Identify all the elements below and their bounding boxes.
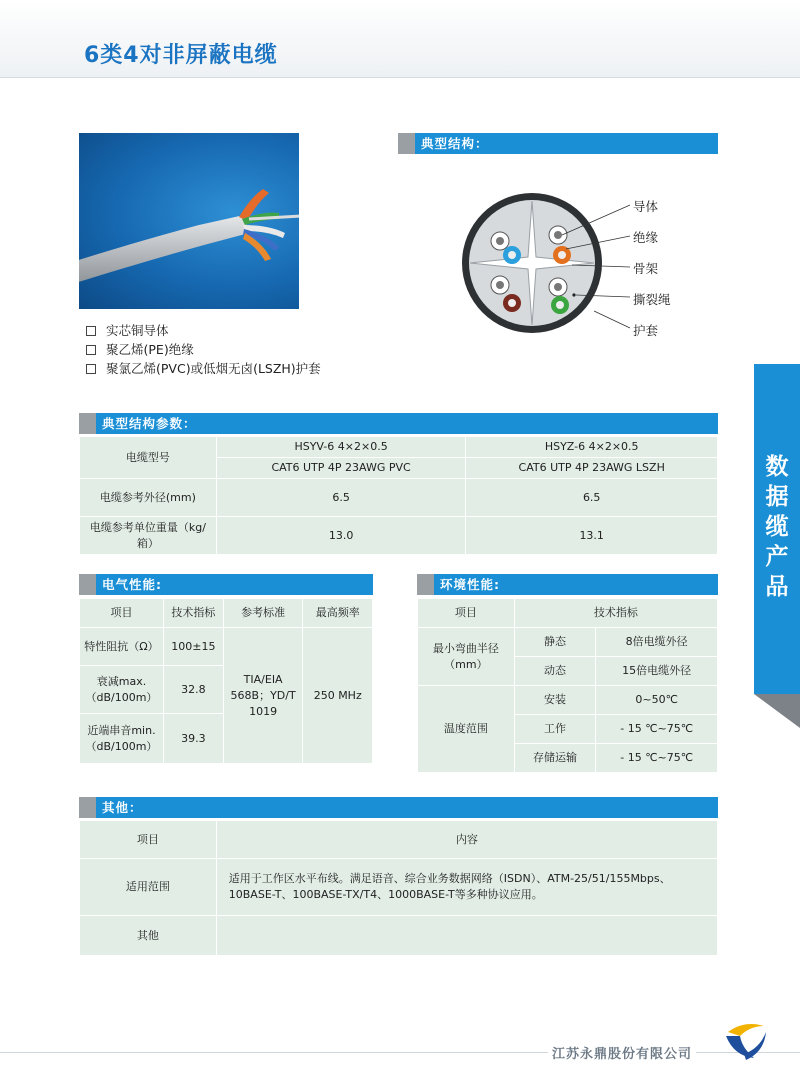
cell: 存储运输: [514, 744, 596, 773]
cell: 温度范围: [418, 686, 515, 773]
cell: 动态: [514, 657, 596, 686]
cross-section-diagram: [462, 183, 712, 343]
environment-heading: 环境性能:: [417, 574, 718, 595]
cell: 工作: [514, 715, 596, 744]
table-header: 项目: [80, 599, 164, 628]
cell: 32.8: [163, 666, 223, 714]
table-header: 项目: [80, 821, 217, 859]
feature-list: [86, 321, 321, 378]
checkbox-icon: [86, 326, 96, 336]
cell: 适用范围: [80, 859, 217, 916]
cell: 近端串音min.（dB/100m）: [80, 714, 164, 764]
table-row: [80, 517, 718, 555]
cell: 15倍电缆外径: [596, 657, 718, 686]
table-row: [80, 821, 718, 859]
company-name: 江苏永鼎股份有限公司: [548, 1043, 696, 1062]
cell: TIA/EIA 568B；YD/T 1019: [223, 628, 303, 764]
label-cross-filler: 骨架: [633, 261, 659, 276]
label-insulation: 绝缘: [633, 230, 659, 245]
cell: 其他: [80, 916, 217, 956]
cell: 最小弯曲半径（mm）: [418, 628, 515, 686]
table-header: 项目: [418, 599, 515, 628]
cell: - 15 ℃~75℃: [596, 744, 718, 773]
table-row: [418, 686, 718, 715]
electrical-heading: 电气性能:: [79, 574, 373, 595]
table-header: 参考标准: [223, 599, 303, 628]
feature-item: 聚氯乙烯(PVC)或低烟无卤(LSZH)护套: [86, 359, 321, 378]
section-marker: [79, 413, 96, 434]
electrical-table: [79, 598, 373, 764]
cell: 100±15: [163, 628, 223, 666]
table-row: [80, 479, 718, 517]
environment-table: [417, 598, 718, 773]
params-heading: 典型结构参数：: [79, 413, 718, 434]
cell: 6.5: [466, 479, 718, 517]
table-header: 技术指标: [163, 599, 223, 628]
checkbox-icon: [86, 345, 96, 355]
cell: 0~50℃: [596, 686, 718, 715]
other-heading: 其他：: [79, 797, 718, 818]
cell: 特性阻抗（Ω）: [80, 628, 164, 666]
feature-item: 聚乙烯(PE)绝缘: [86, 340, 321, 359]
label-jacket: 护套: [633, 323, 659, 338]
cell: 8倍电缆外径: [596, 628, 718, 657]
checkbox-icon: [86, 364, 96, 374]
table-row: [418, 599, 718, 628]
table-header: 内容: [216, 821, 717, 859]
side-tab-text: 数 据 缆 产 品: [765, 454, 789, 600]
cell: 39.3: [163, 714, 223, 764]
cell: 安装: [514, 686, 596, 715]
cell: 6.5: [216, 479, 466, 517]
company-logo-icon: [720, 1018, 772, 1066]
structure-heading: 典型结构：: [398, 133, 718, 154]
cell: - 15 ℃~75℃: [596, 715, 718, 744]
section-marker: [398, 133, 415, 154]
table-row: [80, 628, 373, 666]
cell: [216, 916, 717, 956]
cell: 13.1: [466, 517, 718, 555]
cell: CAT6 UTP 4P 23AWG PVC: [216, 458, 466, 479]
feature-item: 实芯铜导体: [86, 321, 321, 340]
page-title: 6类4对非屏蔽电缆: [84, 43, 278, 68]
section-marker: [79, 574, 96, 595]
table-header: 技术指标: [514, 599, 717, 628]
label-conductor: 导体: [633, 199, 659, 214]
cell: 衰减max.（dB/100m）: [80, 666, 164, 714]
cell: CAT6 UTP 4P 23AWG LSZH: [466, 458, 718, 479]
table-row: [80, 599, 373, 628]
cell: 250 MHz: [303, 628, 373, 764]
section-marker: [79, 797, 96, 818]
table-row: [80, 916, 718, 956]
label-rip-cord: 撕裂绳: [633, 292, 671, 307]
table-row: [418, 628, 718, 657]
cell: 适用于工作区水平布线。满足语音、综合业务数据网络（ISDN）、ATM-25/51/155Mbps、10BASE-T、100BASE-TX/T4、1000BASE-T等多种协议应用。: [216, 859, 717, 916]
cell: 电缆型号: [80, 437, 217, 479]
section-marker: [417, 574, 434, 595]
side-tab-fold: [754, 694, 800, 728]
params-table: [79, 436, 718, 555]
other-table: [79, 820, 718, 956]
table-row: [80, 859, 718, 916]
cable-photo: [79, 133, 299, 309]
cell: 电缆参考外径(mm): [80, 479, 217, 517]
table-header: 最高频率: [303, 599, 373, 628]
cell: HSYV-6 4×2×0.5: [216, 437, 466, 458]
table-row: [80, 437, 718, 458]
cell: 静态: [514, 628, 596, 657]
cell: 电缆参考单位重量（kg/箱）: [80, 517, 217, 555]
cell: 13.0: [216, 517, 466, 555]
cell: HSYZ-6 4×2×0.5: [466, 437, 718, 458]
cable-photo-illustration: [79, 133, 299, 309]
